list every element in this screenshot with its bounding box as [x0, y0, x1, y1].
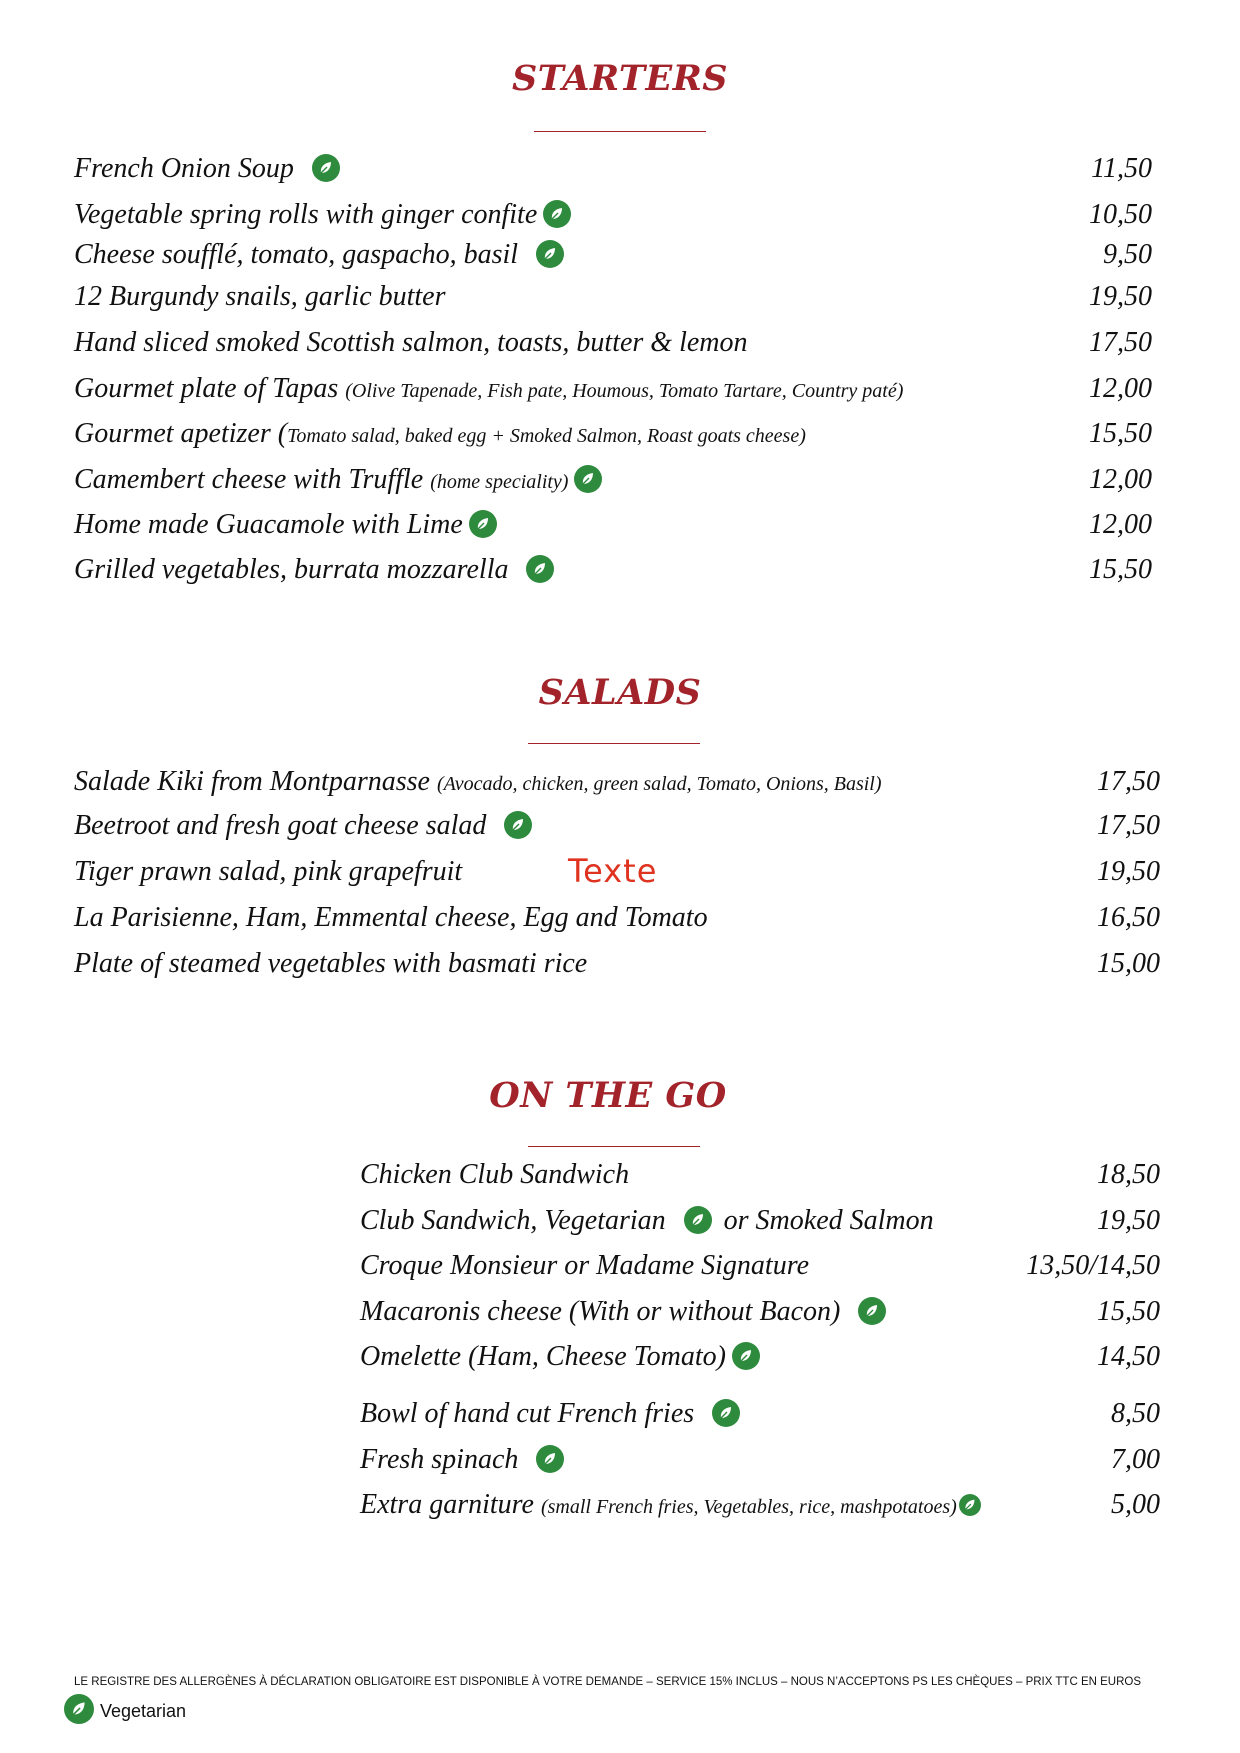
- item-price: 15,00: [1097, 948, 1160, 979]
- item-name: Beetroot and fresh goat cheese salad: [74, 810, 487, 841]
- on-the-go-item: [360, 1337, 1160, 1377]
- leaf-icon: [543, 200, 571, 228]
- item-name: French Onion Soup: [74, 153, 294, 184]
- item-name: Vegetable spring rolls with ginger confite: [74, 199, 538, 230]
- on-the-go-item: [360, 1440, 1160, 1480]
- item-name: Camembert cheese with Truffle: [74, 464, 424, 495]
- leaf-icon: [469, 510, 497, 538]
- starters-divider: [534, 131, 706, 132]
- leaf-icon: [684, 1206, 712, 1234]
- item-note: Tomato salad, baked egg + Smoked Salmon, Roast goats cheese): [287, 425, 806, 447]
- item-note: (Avocado, chicken, green salad, Tomato, Onions, Basil): [436, 773, 882, 795]
- item-price: 19,50: [1097, 856, 1160, 887]
- footer-notice: LE REGISTRE DES ALLERGÈNES À DÉCLARATION OBLIGATOIRE EST DISPONIBLE À VOTRE DEMANDE – SERVICE 15% INCLUS – NOUS N’ACCEPTONS PS LES CHÈQUES – PRIX TTC EN EUROS: [74, 1676, 1142, 1688]
- item-price: 17,50: [1097, 810, 1160, 841]
- leaf-icon: [959, 1494, 981, 1516]
- item-suffix: or Smoked Salmon: [723, 1205, 934, 1236]
- item-name: Home made Guacamole with Lime: [74, 509, 463, 540]
- on-the-go-divider: [528, 1146, 700, 1147]
- leaf-icon: [732, 1342, 760, 1370]
- starter-item: [74, 195, 1152, 235]
- item-price: 8,50: [1111, 1398, 1160, 1429]
- item-price: 15,50: [1089, 554, 1152, 585]
- item-price: 17,50: [1089, 327, 1152, 358]
- starter-item: [74, 414, 1152, 454]
- starter-item: [74, 505, 1152, 545]
- item-price: 10,50: [1089, 199, 1152, 230]
- item-price: 19,50: [1089, 281, 1152, 312]
- on-the-go-item: [360, 1394, 1160, 1434]
- leaf-icon: [536, 240, 564, 268]
- on-the-go-title: ON THE GO: [489, 1075, 727, 1116]
- item-name: Croque Monsieur or Madame Signature: [360, 1250, 809, 1281]
- item-name: Salade Kiki from Montparnasse: [74, 766, 430, 797]
- item-note: (small French fries, Vegetables, rice, mashpotatoes): [540, 1496, 957, 1518]
- starters-title: STARTERS: [511, 58, 729, 99]
- leaf-icon: [574, 465, 602, 493]
- item-name: Gourmet plate of Tapas: [74, 373, 339, 404]
- leaf-icon: [504, 811, 532, 839]
- on-the-go-item: [360, 1246, 1160, 1286]
- item-name: Club Sandwich, Vegetarian: [360, 1205, 666, 1236]
- item-name: Grilled vegetables, burrata mozzarella: [74, 554, 509, 585]
- item-name: Plate of steamed vegetables with basmati rice: [74, 948, 588, 979]
- item-name: Gourmet apetizer (: [74, 418, 288, 449]
- item-note: (home speciality): [430, 471, 569, 493]
- item-price: 12,00: [1089, 464, 1152, 495]
- item-price: 7,00: [1111, 1444, 1160, 1475]
- item-price: 5,00: [1111, 1489, 1160, 1520]
- leaf-icon: [858, 1297, 886, 1325]
- starter-item: [74, 460, 1152, 500]
- item-name: Cheese soufflé, tomato, gaspacho, basil: [74, 239, 519, 270]
- item-price: 11,50: [1091, 153, 1152, 184]
- annotation-text: Texte: [568, 852, 658, 890]
- item-price: 18,50: [1097, 1159, 1160, 1190]
- on-the-go-item: [360, 1292, 1160, 1332]
- item-name: 12 Burgundy snails, garlic butter: [74, 281, 446, 312]
- vegetarian-legend: [64, 1694, 186, 1726]
- salads-title: SALADS: [538, 672, 702, 713]
- salads-divider: [528, 743, 700, 744]
- item-name: Chicken Club Sandwich: [360, 1159, 630, 1190]
- leaf-icon: [64, 1694, 94, 1724]
- on-the-go-item: [360, 1155, 1160, 1195]
- starter-item: [74, 550, 1152, 590]
- item-price: 12,00: [1089, 373, 1152, 404]
- item-price: 12,00: [1089, 509, 1152, 540]
- starter-item: [74, 323, 1152, 363]
- leaf-icon: [712, 1399, 740, 1427]
- item-price: 13,50/14,50: [1026, 1250, 1160, 1281]
- on-the-go-item: [360, 1485, 1160, 1525]
- item-price: 19,50: [1097, 1205, 1160, 1236]
- leaf-icon: [536, 1445, 564, 1473]
- item-name: Macaronis cheese (With or without Bacon): [360, 1296, 841, 1327]
- item-name: Fresh spinach: [360, 1444, 519, 1475]
- leaf-icon: [312, 154, 340, 182]
- item-name: Bowl of hand cut French fries: [360, 1398, 695, 1429]
- legend-label: Vegetarian: [100, 1701, 187, 1721]
- starter-item: [74, 277, 1152, 317]
- salad-item: [74, 806, 1160, 846]
- leaf-icon: [526, 555, 554, 583]
- item-name: Hand sliced smoked Scottish salmon, toasts, butter & lemon: [74, 327, 748, 358]
- item-price: 17,50: [1097, 766, 1160, 797]
- item-price: 14,50: [1097, 1341, 1160, 1372]
- item-note: (Olive Tapenade, Fish pate, Houmous, Tomato Tartare, Country paté): [345, 380, 904, 402]
- starter-item: [74, 235, 1152, 275]
- on-the-go-item: [360, 1201, 1160, 1241]
- item-price: 15,50: [1097, 1296, 1160, 1327]
- item-name: Extra garniture: [360, 1489, 534, 1520]
- salad-item: [74, 762, 1160, 802]
- item-price: 16,50: [1097, 902, 1160, 933]
- salad-item: [74, 944, 1160, 984]
- item-name: Tiger prawn salad, pink grapefruit: [74, 856, 463, 887]
- item-name: Omelette (Ham, Cheese Tomato): [360, 1341, 727, 1372]
- salad-item: [74, 898, 1160, 938]
- starter-item: [74, 369, 1152, 409]
- item-name: La Parisienne, Ham, Emmental cheese, Egg and Tomato: [74, 902, 708, 933]
- item-price: 15,50: [1089, 418, 1152, 449]
- item-price: 9,50: [1103, 239, 1152, 270]
- starter-item: [74, 149, 1152, 189]
